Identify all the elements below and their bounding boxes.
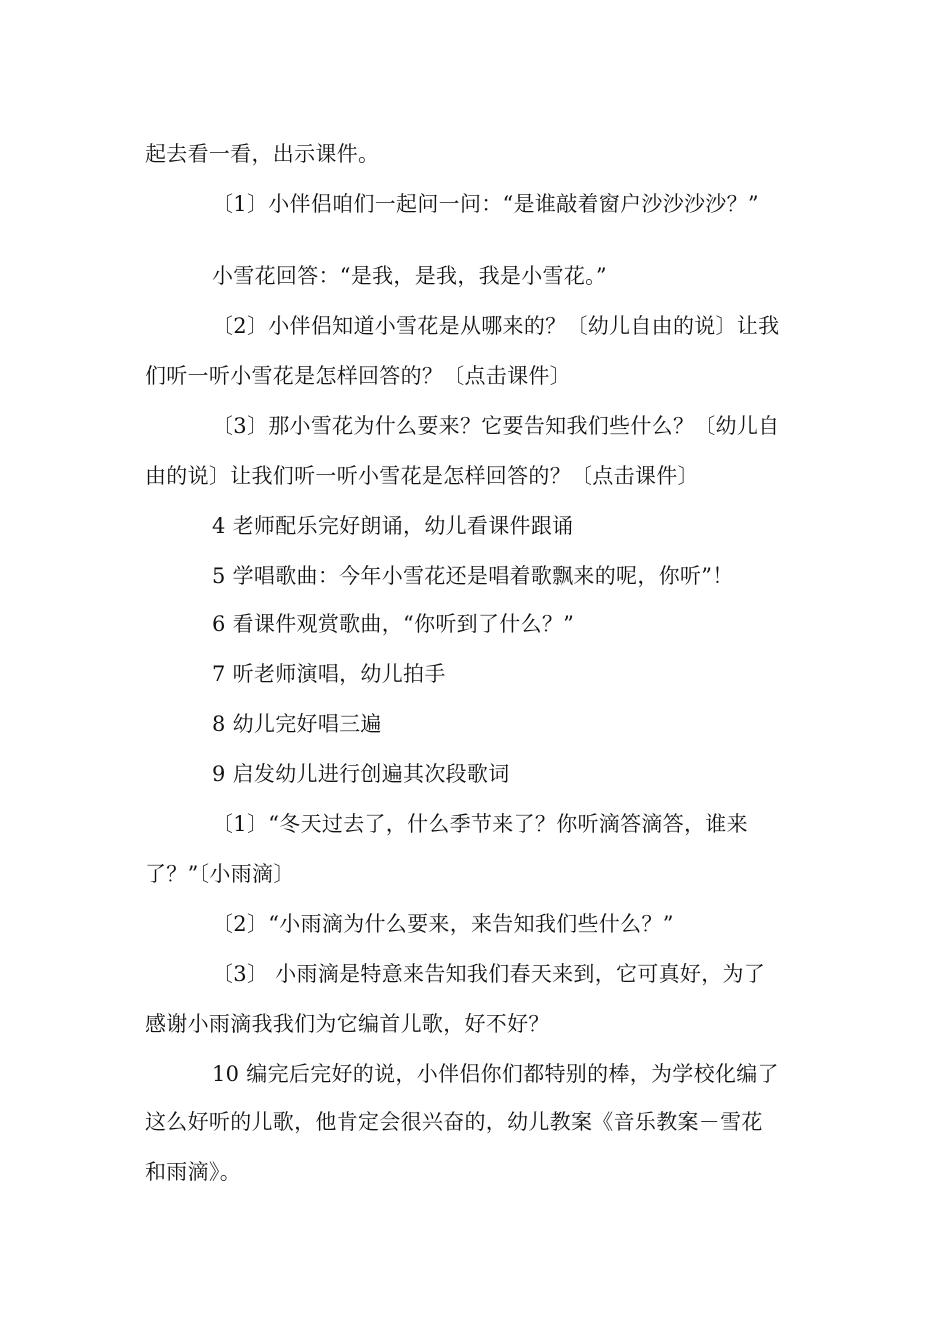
text-line: 们听一听小雪花是怎样回答的？〔点击课件〕 [145, 364, 571, 388]
text-line: 6 看课件观赏歌曲，“你听到了什么？” [212, 612, 575, 636]
text-line: 5 学唱歌曲：今年小雪花还是唱着歌飘来的呢，你听”！ [212, 564, 734, 588]
text-line: 由的说〕让我们听一听小雪花是怎样回答的？〔点击课件〕 [145, 464, 699, 488]
text-line: 感谢小雨滴我我们为它编首儿歌，好不好？ [145, 1012, 550, 1036]
text-line: 〔3〕 小雨滴是特意来告知我们春天来到，它可真好，为了 [212, 962, 766, 986]
text-line: 〔2〕“小雨滴为什么要来，来告知我们些什么？” [212, 912, 674, 936]
text-line: 了？”〔小雨滴〕 [145, 862, 295, 886]
text-line: 8 幼儿完好唱三遍 [212, 712, 382, 736]
text-line: 7 听老师演唱，幼儿拍手 [212, 662, 446, 686]
text-line: 4 老师配乐完好朗诵，幼儿看课件跟诵 [212, 514, 574, 538]
text-line: 10 编完后完好的说，小伴侣你们都特别的棒，为学校化编了 [212, 1062, 779, 1086]
text-line: 9 启发幼儿进行创遍其次段歌词 [212, 762, 510, 786]
text-line: 这么好听的儿歌，他肯定会很兴奋的，幼儿教案《音乐教案－雪花 [145, 1110, 763, 1134]
text-line: 〔1〕“冬天过去了，什么季节来了？你听滴答滴答，谁来 [212, 812, 748, 836]
text-line: 起去看一看，出示课件。 [145, 142, 380, 166]
text-line: 〔1〕小伴侣咱们一起问一问：“是谁敲着窗户沙沙沙沙？” [212, 192, 759, 216]
text-line: 小雪花回答：“是我，是我，我是小雪花。” [212, 264, 607, 288]
text-line: 〔3〕那小雪花为什么要来？它要告知我们些什么？〔幼儿自 [212, 414, 780, 438]
text-line: 和雨滴》。 [145, 1160, 241, 1184]
text-line: 〔2〕小伴侣知道小雪花是从哪来的？〔幼儿自由的说〕让我 [212, 314, 780, 338]
